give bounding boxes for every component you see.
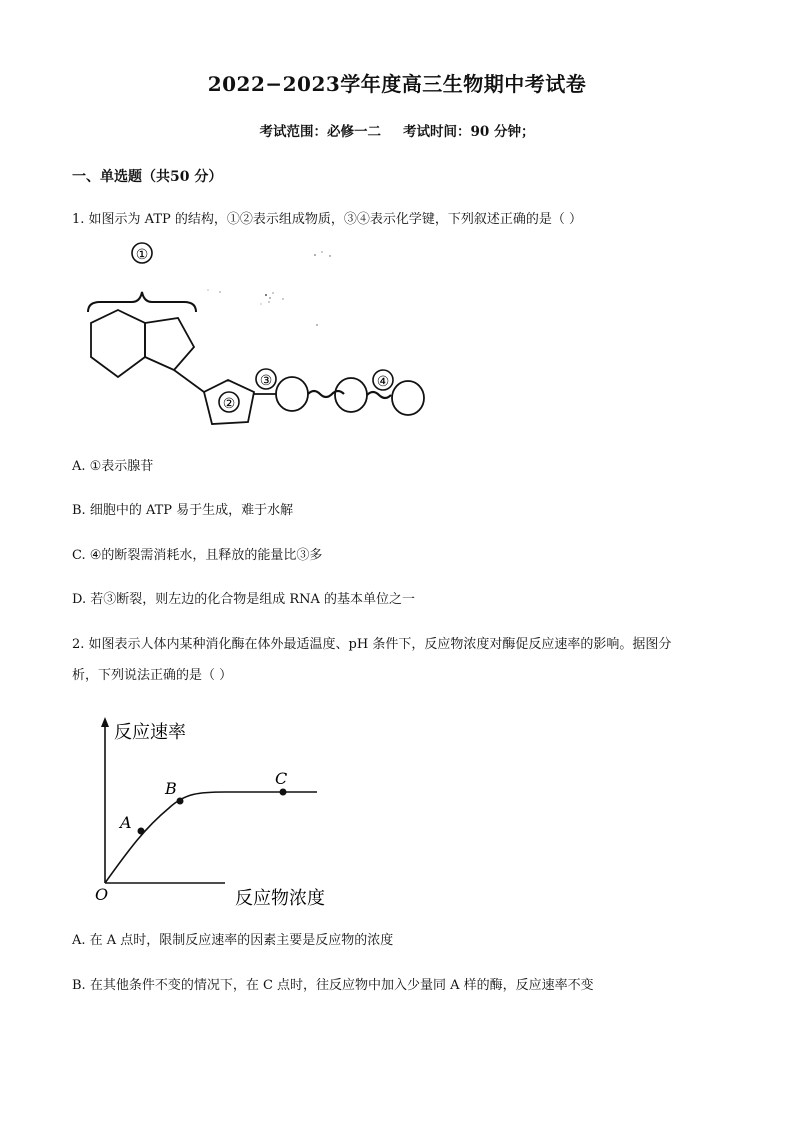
label-2: ② [222, 396, 236, 412]
point-a-dot [138, 828, 145, 835]
bond-base-sugar [174, 370, 204, 392]
point-a-label: A [120, 813, 132, 832]
enzyme-rate-figure [85, 713, 355, 913]
section-heading: 一、单选题（共50 分） [72, 169, 223, 185]
atp-structure-figure [70, 232, 450, 442]
rate-curve [105, 792, 317, 883]
q1-option-b: B. 细胞中的 ATP 易于生成，难于水解 [72, 503, 294, 518]
q2-option-b: B. 在其他条件不变的情况下，在 C 点时，往反应物中加入少量同 A 样的酶，反应速率不变 [72, 978, 594, 993]
q1-option-d: D. 若③断裂，则左边的化合物是组成 RNA 的基本单位之一 [72, 592, 416, 607]
y-axis-label: 反应速率 [114, 722, 186, 743]
label-3: ③ [259, 373, 273, 389]
origin-label: O [95, 885, 109, 904]
q2-option-a: A. 在 A 点时，限制反应速率的因素主要是反应物的浓度 [72, 933, 394, 948]
scan-speckles [208, 251, 331, 325]
point-c-dot [280, 789, 287, 796]
high-energy-bond-2 [367, 392, 391, 398]
q1-option-c: C. ④的断裂需消耗水，且释放的能量比③多 [72, 548, 323, 563]
y-axis-arrow [101, 717, 109, 727]
point-c-label: C [275, 769, 288, 788]
page-title: 2022−2023学年度高三生物期中考试卷 [207, 72, 587, 96]
label-4: ④ [376, 374, 390, 390]
exam-time: 考试时间：90 分钟； [403, 124, 535, 140]
phosphate-2 [335, 378, 367, 412]
exam-info [0, 120, 794, 140]
q2-stem-line2: 析，下列说法正确的是（ ） [72, 668, 233, 683]
adenine-hexagon [91, 310, 145, 377]
x-axis-label: 反应物浓度 [235, 888, 325, 909]
phosphate-3 [392, 381, 424, 415]
q1-option-a: A. ①表示腺苷 [72, 459, 154, 474]
label-1: ① [135, 247, 149, 263]
point-b-label: B [165, 779, 177, 798]
point-b-dot [177, 798, 184, 805]
phosphate-1 [276, 377, 308, 411]
high-energy-bond-1 [308, 391, 344, 397]
q1-stem: 1. 如图示为 ATP 的结构，①②表示组成物质，③④表示化学键，下列叙述正确的是（ ） [72, 212, 583, 227]
q2-stem-line1: 2. 如图表示人体内某种消化酶在体外最适温度、pH 条件下，反应物浓度对酶促反应速率的影响。据图分 [72, 637, 672, 652]
exam-scope: 考试范围：必修一二 [259, 124, 381, 140]
brace [88, 292, 196, 312]
adenine-pentagon [145, 318, 194, 370]
